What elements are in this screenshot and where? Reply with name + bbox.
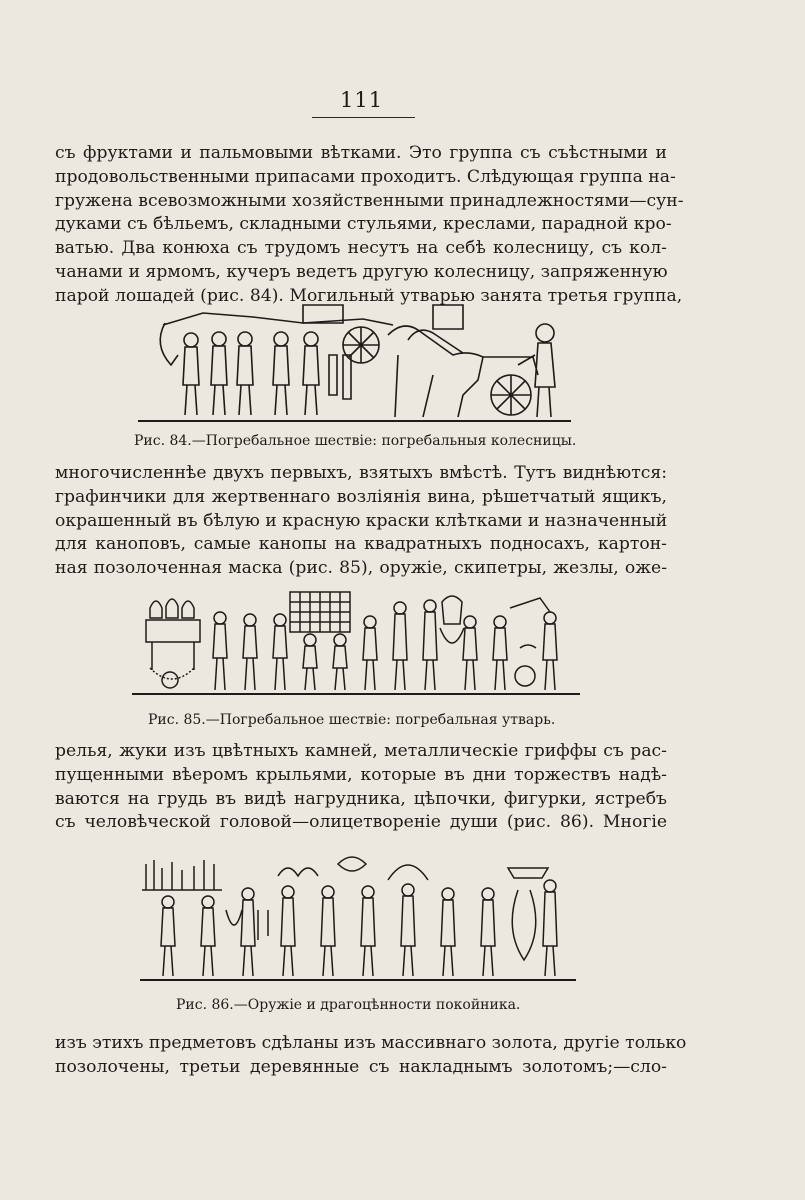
figure-86-jewels-illustration (138, 850, 579, 985)
text-line: чанами и ярмомъ, кучеръ ведетъ другую колесницу, запряженную (55, 261, 668, 282)
text-line: продовольственными припасами проходитъ. Слѣдующая группа на- (55, 166, 676, 187)
text-line: многочисленнѣе двухъ первыхъ, взятыхъ вмѣстѣ. Тутъ виднѣются: (55, 463, 667, 483)
text-line: ваются на грудь въ видѣ нагрудника, цѣпочки, фигурки, ястребъ (55, 788, 667, 809)
figure-86-caption: Рис. 86.—Оружіе и драгоцѣнности покойника. (176, 997, 521, 1013)
text-line: позолочены, третьи деревянные съ накладнымъ золотомъ;—сло- (55, 1056, 667, 1077)
paragraph-2 (55, 462, 667, 581)
text-line: съ фруктами и пальмовыми вѣтками. Это группа съ съѣстными и (55, 143, 667, 163)
figure-84-caption: Рис. 84.—Погребальное шествіе: погребальныя колесницы. (134, 433, 577, 449)
text-line: дуками съ бѣльемъ, складными стульями, креслами, парадной кро- (55, 214, 672, 235)
text-line: окрашенный въ бѣлую и красную краски клѣтками и назначенный (55, 510, 668, 531)
figure-85-caption: Рис. 85.—Погребальное шествіе: погребальная утварь. (148, 712, 556, 728)
text-line: релья, жуки изъ цвѣтныхъ камней, металлическіе гриффы съ рас- (55, 741, 667, 761)
paragraph-4 (55, 1032, 687, 1080)
text-line: пущенными вѣеромъ крыльями, которые въ дни торжествъ надѣ- (55, 764, 667, 785)
paragraph-3 (55, 740, 667, 835)
text-line: гружена всевозможными хозяйственными принадлежностями—сун- (55, 190, 684, 211)
paragraph-1 (55, 142, 684, 309)
text-line: парой лошадей (рис. 84). Могильный утварью занята третья группа, (55, 285, 683, 306)
text-line: графинчики для жертвеннаго возліянія вина, рѣшетчатый ящикъ, (55, 486, 667, 507)
text-line: ватью. Два конюха съ трудомъ несутъ на себѣ колесницу, съ кол- (55, 238, 667, 259)
figure-84-chariots-illustration (133, 295, 576, 427)
page-number: 111 (340, 88, 384, 112)
page-number-rule (312, 117, 415, 118)
text-line: изъ этихъ предметовъ сдѣланы изъ массивнаго золота, другіе только (55, 1033, 687, 1053)
figure-85-utensils-illustration (130, 588, 583, 700)
text-line: съ человѣческой головой—олицетвореніе души (рис. 86). Многіе (55, 812, 667, 833)
text-line: ная позолоченная маска (рис. 85), оружіе, скипетры, жезлы, оже- (55, 558, 667, 579)
text-line: для каноповъ, самые канопы на квадратныхъ подносахъ, картон- (55, 534, 667, 555)
